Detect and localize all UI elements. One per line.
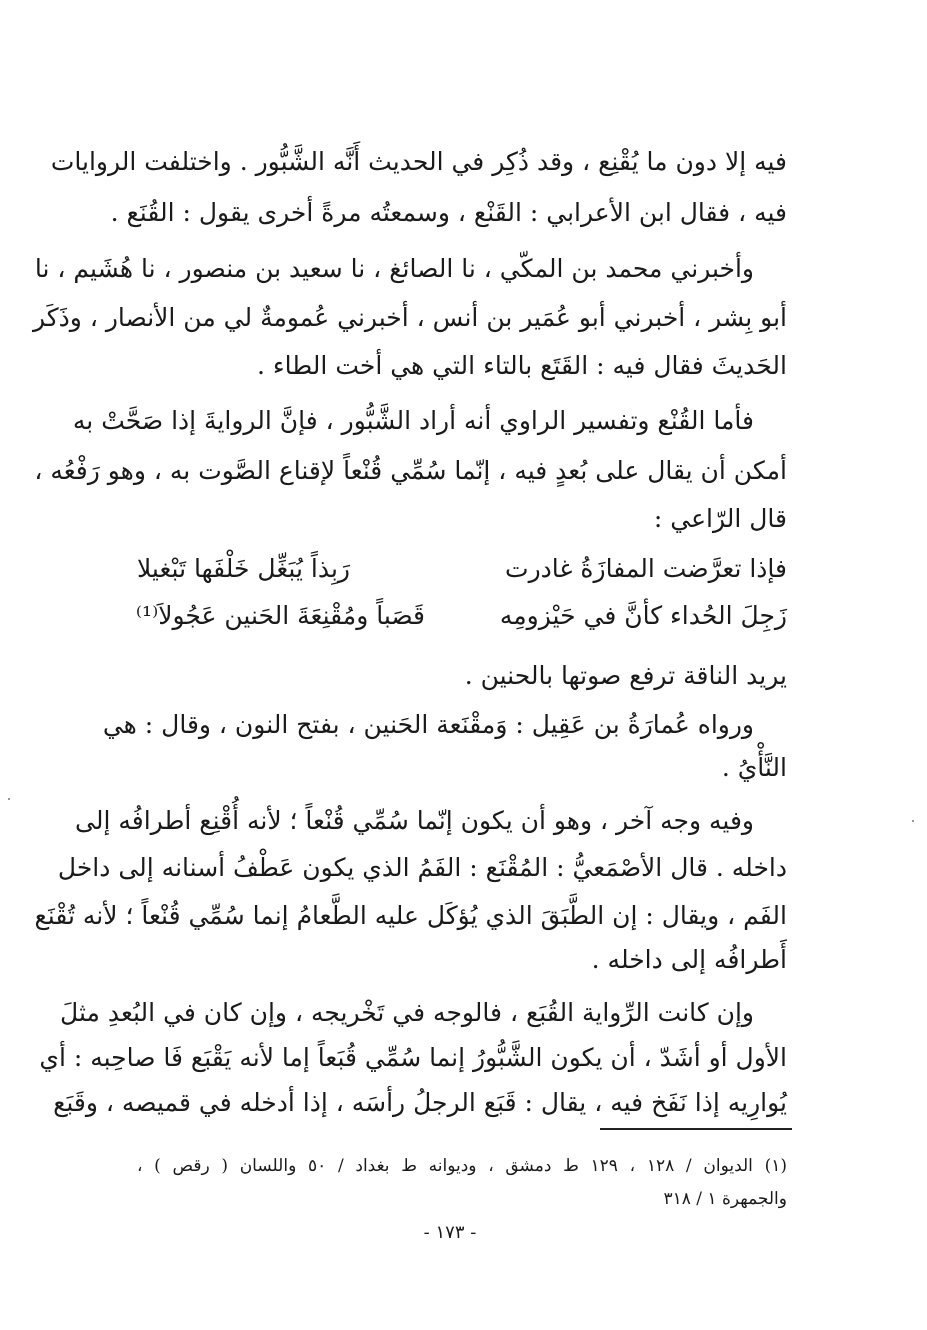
text-line: الفَم ، ويقال : إن الطَّبَقَ الذي يُؤكَل عليه الطَّعامُ إنما سُمِّي قُنْعاً ؛ لأنه تُقْنَع bbox=[34, 901, 787, 930]
text-line: فيه ، فقال ابن الأعرابي : القَنْع ، وسمعتُه مرةً أخرى يقول : القُنَع . bbox=[110, 198, 787, 227]
footnote-line: والجمهرة ١ / ٣١٨ bbox=[663, 1189, 787, 1209]
text-line: يريد الناقة ترفع صوتها بالحنين . bbox=[464, 661, 787, 690]
text-line: قال الرّاعي : bbox=[653, 504, 787, 533]
verse-hemistich-left: رَبِذاً يُبَغِّل خَلْفَها تَبْغيلا bbox=[137, 554, 350, 583]
scan-speck bbox=[8, 798, 10, 800]
text-line: أمكن أن يقال على بُعدٍ فيه ، إنّما سُمِّي قُنْعاً لإقناع الصَّوت به ، وهو رَفْعُه ، bbox=[34, 456, 787, 485]
verse-hemistich-left: قَصَباً ومُقْنِعَةَ الحَنين عَجُولاَ⁽¹⁾ bbox=[135, 601, 425, 630]
text-line: الحَديثَ فقال فيه : القَتَع بالتاء التي هي أخت الطاء . bbox=[257, 351, 787, 380]
text-line: وأخبرني محمد بن المكّي ، نا الصائغ ، نا سعيد بن منصور ، نا هُشَيم ، نا bbox=[34, 254, 754, 283]
text-line: أَطرافُه إلى داخله . bbox=[591, 945, 787, 974]
text-line: فيه إلا دون ما يُقْنِع ، وقد ذُكِر في الحديث أَنَّه الشَّبُّور . واختلفت الروايات bbox=[50, 147, 787, 176]
text-line: داخله . قال الأصْمَعيُّ : المُقْنَع : الفَمُ الذي يكون عَطْفُ أسنانه إلى داخل bbox=[57, 853, 787, 882]
text-line: وإن كانت الرِّواية القُبَع ، فالوجه في تَخْريجه ، وإن كان في البُعدِ مثلَ bbox=[60, 998, 754, 1027]
text-line: النَّأْيُ . bbox=[721, 753, 787, 782]
text-line: الأول أو أشَدّ ، أن يكون الشَّبُّورُ إنما سُمِّي قُبَعاً إما لأنه يَقْبَع فَا صاحِبه : أي bbox=[39, 1043, 787, 1072]
page-number: - ١٧٣ - bbox=[423, 1222, 477, 1243]
text-line: ورواه عُمارَةُ بن عَقِيل : وَمقْنَعة الحَنين ، بفتح النون ، وقال : هي bbox=[102, 710, 754, 739]
footnote-separator bbox=[600, 1128, 792, 1130]
text-line: فأما القُنْع وتفسير الراوي أنه أراد الشَّبُّور ، فإنَّ الروايةَ إذا صَحَّتْ به bbox=[72, 406, 754, 435]
text-line: وفيه وجه آخر ، وهو أن يكون إنّما سُمِّي قُنْعاً ؛ لأنه أُقْنِع أطرافُه إلى bbox=[75, 806, 754, 835]
verse-hemistich-right: فإذا تعرَّضت المفازَةُ غادرت bbox=[505, 554, 787, 583]
verse-hemistich-right: زَجِلَ الحُداء كأنَّ في حَيْزومِه bbox=[499, 601, 787, 630]
scan-speck bbox=[912, 820, 914, 822]
footnote-line: (١) الديوان / ١٢٨ ، ١٢٩ ط دمشق ، وديوانه ط بغداد / ٥٠ واللسان ( رقص ) ، bbox=[137, 1156, 788, 1176]
text-line: يُوارِيه إذا نَفَخ فيه ، يقال : قَبَع الرجلُ رأسَه ، إذا أدخله في قميصه ، وقَبَع bbox=[53, 1088, 787, 1117]
text-line: أبو بِشر ، أخبرني أبو عُمَير بن أنس ، أخبرني عُمومةٌ لي من الأنصار ، وذَكَر bbox=[32, 303, 787, 332]
